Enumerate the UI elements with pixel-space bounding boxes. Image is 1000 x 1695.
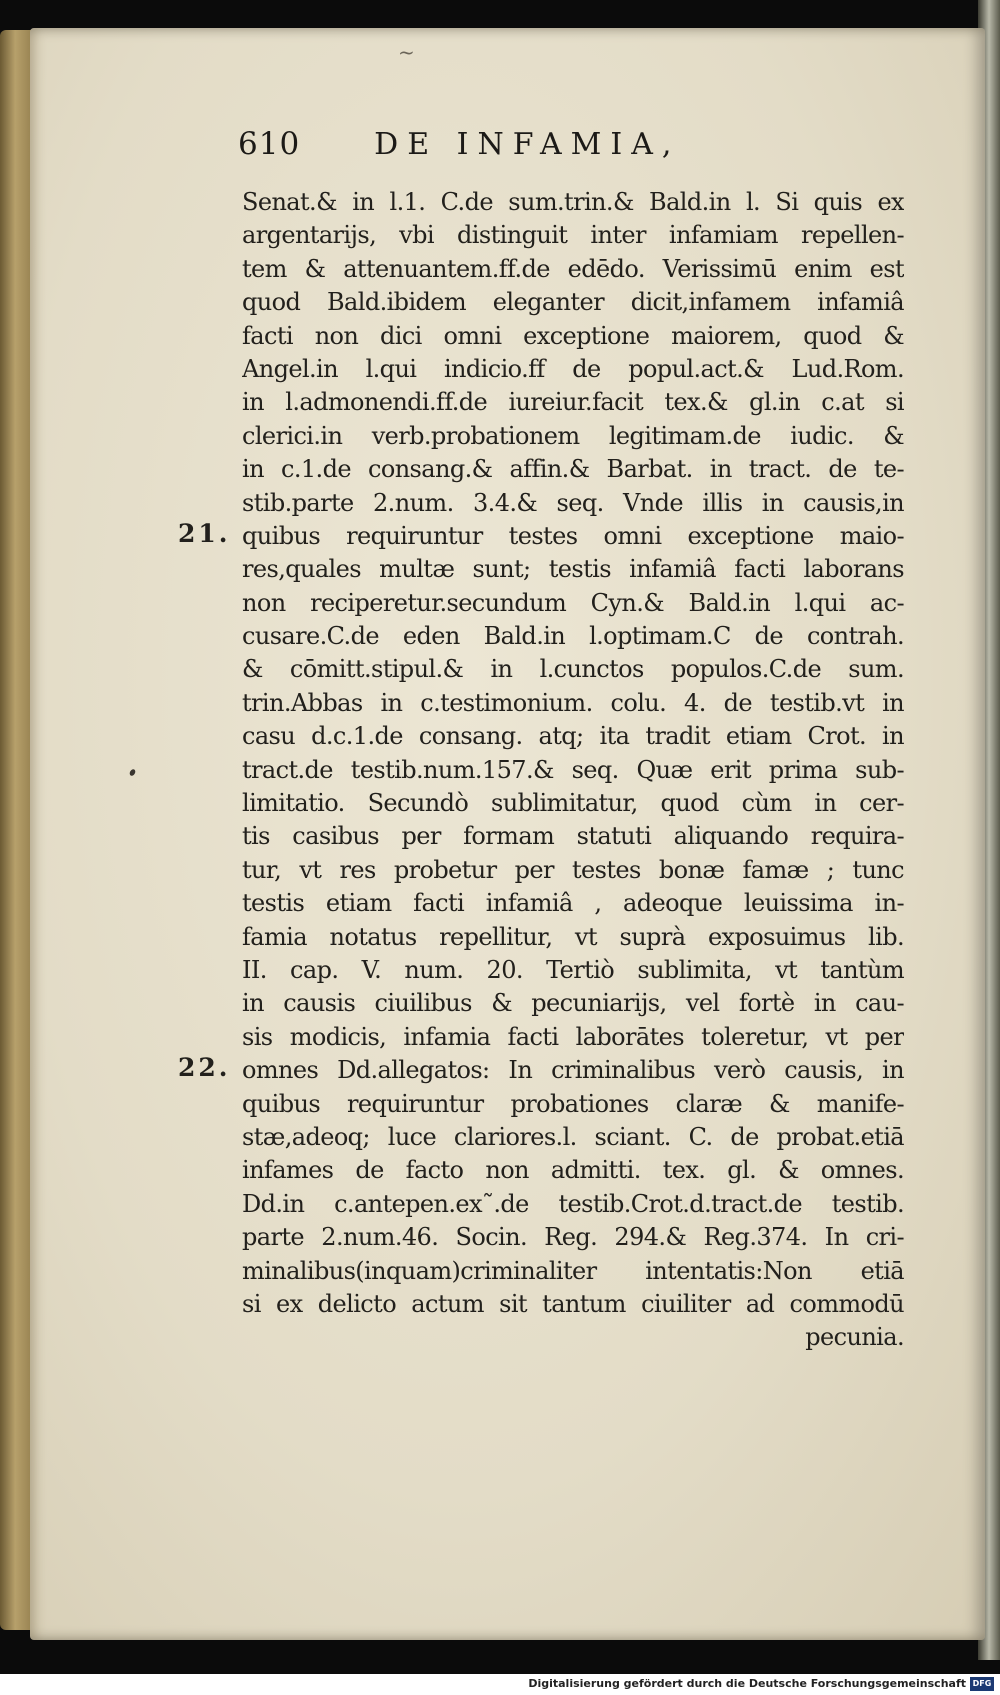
text-line: argentarijs, vbi distinguit inter infamiam repellen- xyxy=(242,221,904,250)
text-line: quibus requiruntur testes omni exceptione maio- xyxy=(242,521,904,550)
text-line: minalibus(inquam)criminaliter intentatis:Non etiā xyxy=(242,1256,904,1285)
text-line: facti non dici omni exceptione maiorem, quod & xyxy=(242,321,904,350)
text-line: tem & attenuantem.ff.de edēdo. Verissimū enim est xyxy=(242,254,904,283)
text-line: omnes Dd.allegatos: In criminalibus verò causis, in xyxy=(242,1056,904,1085)
text-line: casu d.c.1.de consang. atq; ita tradit etiam Crot. in xyxy=(242,722,904,751)
text-line: in c.1.de consang.& affin.& Barbat. in tract. de te- xyxy=(242,455,904,484)
dfg-logo: DFG xyxy=(970,1677,994,1691)
footer-credit: Digitalisierung gefördert durch die Deutsche Forschungsgemeinschaft xyxy=(528,1677,966,1690)
text-line: trin.Abbas in c.testimonium. colu. 4. de testib.vt in xyxy=(242,688,904,717)
text-line: in l.admonendi.ff.de iureiur.facit tex.& gl.in c.at si xyxy=(242,388,904,417)
text-line: Senat.& in l.1. C.de sum.trin.& Bald.in l. Si quis ex xyxy=(242,188,904,216)
text-line: II. cap. V. num. 20. Tertiò sublimita, vt tantùm xyxy=(242,955,904,984)
text-line: clerici.in verb.probationem legitimam.de iudic. & xyxy=(242,421,904,450)
text-line: limitatio. Secundò sublimitatur, quod cùm in cer- xyxy=(242,789,904,818)
text-line: famia notatus repellitur, vt suprà exposuimus lib. xyxy=(242,922,904,951)
text-line: pecunia. xyxy=(805,1323,904,1352)
text-line: tract.de testib.num.157.& seq. Quæ erit prima sub- xyxy=(242,755,904,784)
ink-speck xyxy=(129,768,137,777)
text-line: si ex delicto actum sit tantum ciuiliter ad commodū xyxy=(242,1289,904,1318)
text-line: quibus requiruntur probationes claræ & manife- xyxy=(242,1089,904,1118)
margin-paragraph-number: 21. xyxy=(178,519,231,548)
digitization-footer xyxy=(0,1674,1000,1695)
text-line: parte 2.num.46. Socin. Reg. 294.& Reg.374. In cri- xyxy=(242,1223,904,1252)
text-line: stæ,adeoq; luce clariores.l. sciant. C. de probat.etiā xyxy=(242,1122,904,1151)
text-line: quod Bald.ibidem eleganter dicit,infamem infamiâ xyxy=(242,288,904,317)
text-line: Angel.in l.qui indicio.ff de popul.act.& Lud.Rom. xyxy=(242,354,904,383)
text-line: cusare.C.de eden Bald.in l.optimam.C de contrah. xyxy=(242,622,904,651)
page-number: 610 xyxy=(238,126,301,162)
text-line: in causis ciuilibus & pecuniarijs, vel fortè in cau- xyxy=(242,989,904,1018)
text-line: tur, vt res probetur per testes bonæ famæ ; tunc xyxy=(242,855,904,884)
page-top-mark: ~ xyxy=(398,40,415,64)
book-page xyxy=(30,28,985,1640)
text-line: stib.parte 2.num. 3.4.& seq. Vnde illis in causis,in xyxy=(242,488,904,517)
margin-paragraph-number: 22. xyxy=(178,1053,231,1083)
body-text xyxy=(242,186,904,1355)
text-line: tis casibus per formam statuti aliquando requira- xyxy=(242,822,904,851)
text-line: sis modicis, infamia facti laborātes toleretur, vt per xyxy=(242,1022,904,1051)
running-head-title: DE INFAMIA, xyxy=(374,127,681,162)
text-line: Dd.in c.antepen.ex˜.de testib.Crot.d.tract.de testib. xyxy=(242,1189,904,1218)
text-line: infames de facto non admitti. tex. gl. & omnes. xyxy=(242,1156,904,1185)
text-line: non reciperetur.secundum Cyn.& Bald.in l.qui ac- xyxy=(242,588,904,617)
text-line: testis etiam facti infamiâ , adeoque leuissima in- xyxy=(242,889,904,918)
text-line: res,quales multæ sunt; testis infamiâ facti laborans xyxy=(242,555,904,584)
running-head xyxy=(238,126,898,162)
text-line: & cōmitt.stipul.& in l.cunctos populos.C.de sum. xyxy=(242,655,904,684)
